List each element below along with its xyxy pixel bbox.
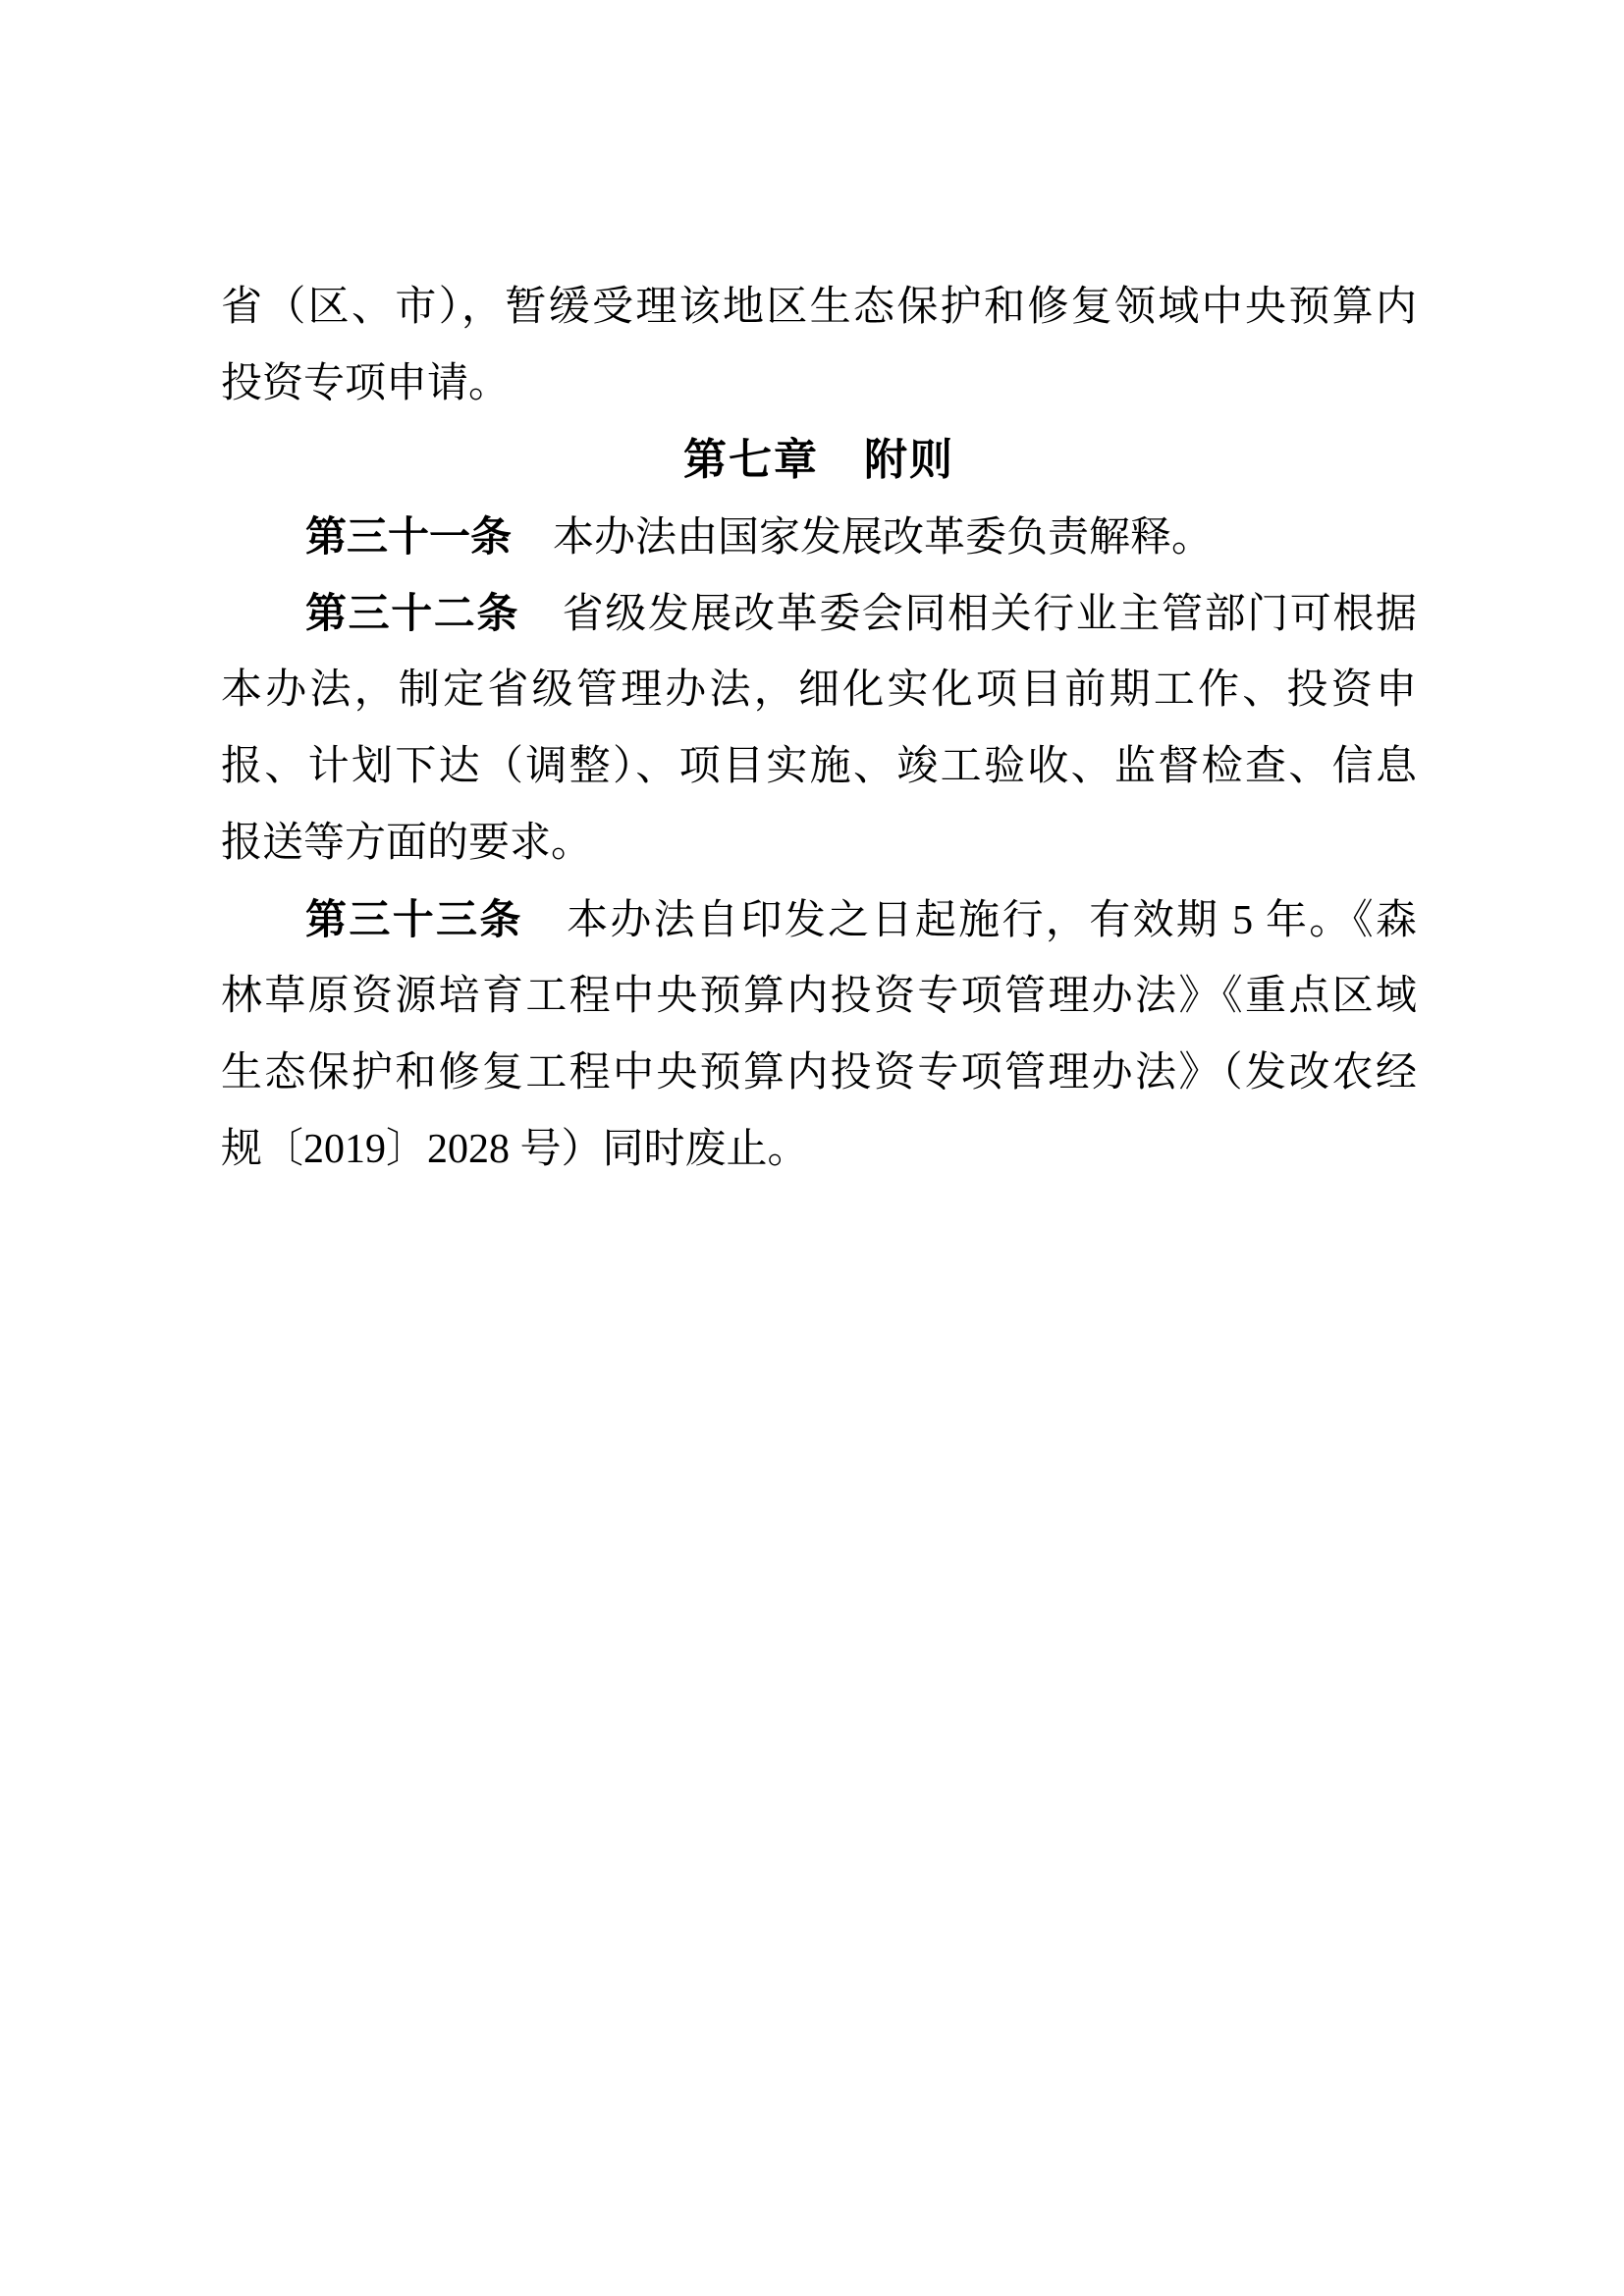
body-text: 报、计划下达（调整）、项目实施、竣工验收、监督检查、信息: [221, 744, 1417, 789]
body-line: [221, 958, 1417, 1035]
article-number: 第三十三条: [305, 896, 523, 942]
body-line: [221, 346, 1417, 422]
body-line: [221, 728, 1417, 805]
body-line: [221, 269, 1417, 346]
body-text: 生态保护和修复工程中央预算内投资专项管理办法》（发改农经: [221, 1050, 1417, 1095]
body-text: 省级发展改革委会同相关行业主管部门可根据: [519, 592, 1417, 637]
body-line: [221, 805, 1417, 881]
body-line: [221, 1111, 1417, 1188]
body-text: 报送等方面的要求。: [221, 821, 593, 866]
chapter-heading-text: 第七章 附则: [683, 436, 954, 484]
text-block: [221, 269, 1417, 1188]
body-text: 本办法由国家发展改革委负责解释。: [512, 515, 1214, 561]
body-line: [221, 1035, 1417, 1111]
article-number: 第三十一条: [305, 513, 513, 560]
body-line: [221, 881, 1417, 958]
body-text: 林草原资源培育工程中央预算内投资专项管理办法》《重点区域: [221, 974, 1417, 1019]
body-text: 本办法自印发之日起施行，有效期 5 年。《森: [522, 898, 1417, 943]
body-line: [221, 575, 1417, 652]
body-text: 省（区、市），暂缓受理该地区生态保护和修复领域中央预算内: [221, 285, 1417, 330]
body-line: [221, 499, 1417, 575]
body-text: 投资专项申请。: [221, 361, 511, 406]
chapter-heading: [221, 422, 1417, 499]
body-text: 规〔2019〕2028 号）同时废止。: [221, 1127, 809, 1172]
body-text: 本办法，制定省级管理办法，细化实化项目前期工作、投资申: [221, 667, 1417, 713]
article-number: 第三十二条: [305, 590, 519, 636]
body-line: [221, 652, 1417, 728]
